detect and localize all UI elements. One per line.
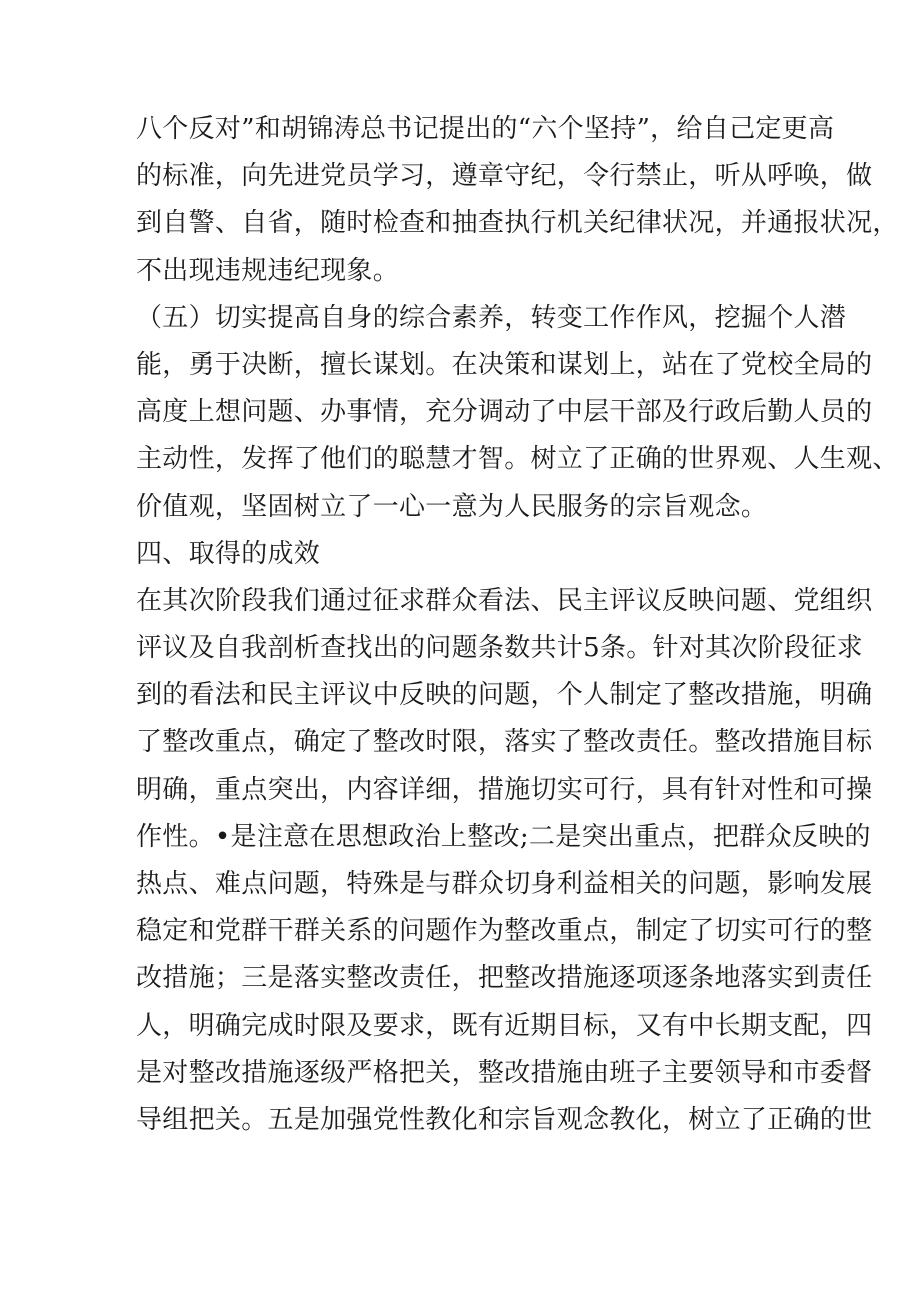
text-line: 高度上想问题、办事情，充分调动了中层干部及行政后勤人员的 (136, 397, 873, 428)
text-line: 导组把关。五是加强党性教化和宗旨观念教化，树立了正确的世 (136, 1104, 873, 1135)
text-line: 稳定和党群干群关系的问题作为整改重点，制定了切实可行的整 (136, 916, 873, 947)
text-line: 八个反对”和胡锦涛总书记提出的“六个坚持”，给自己定更高 (136, 114, 835, 144)
text-line: 到的看法和民主评议中反映的问题，个人制定了整改措施，明确 (136, 680, 873, 711)
text-line: 价值观，坚固树立了一心一意为人民服务的宗旨观念。 (136, 491, 768, 522)
body-text (136, 106, 899, 1144)
text-line: 是对整改措施逐级严格把关，整改措施由班子主要领导和市委督 (136, 1057, 873, 1088)
text-line: （五）切实提高自身的综合素养，转变工作作风，挖掘个人潜 (136, 302, 847, 333)
text-line: 作性。•是注意在思想政治上整改;二是突出重点，把群众反映的 (136, 821, 871, 852)
text-line: 到自警、自省，随时检查和抽查执行机关纪律状况，并通报状况， (136, 208, 899, 239)
text-line: 在其次阶段我们通过征求群众看法、民主评议反映问题、党组织 (136, 585, 873, 616)
text-line: 明确，重点突出，内容详细，措施切实可行，具有针对性和可操 (136, 774, 873, 805)
text-line: 了整改重点，确定了整改时限，落实了整改责任。整改措施目标 (136, 727, 873, 758)
text-line: 不出现违规违纪现象。 (136, 255, 400, 286)
text-line: 人，明确完成时限及要求，既有近期目标，又有中长期支配，四 (136, 1010, 873, 1041)
text-line: 热点、难点问题，特殊是与群众切身利益相关的问题，影响发展 (136, 869, 873, 899)
section-heading: 四、取得的成效 (136, 538, 321, 569)
text-line: 改措施；三是落实整改责任，把整改措施逐项逐条地落实到责任 (136, 963, 873, 994)
text-line: 能，勇于决断，擅长谋划。在决策和谋划上，站在了党校全局的 (136, 349, 873, 380)
text-line: 评议及自我剖析查找出的问题条数共计5条。针对其次阶段征求 (136, 633, 863, 664)
text-line: 的标准，向先进党员学习，遵章守纪，令行禁止，听从呼唤，做 (136, 161, 873, 192)
text-line: 主动性，发挥了他们的聪慧才智。树立了正确的世界观、人生观、 (136, 444, 899, 475)
